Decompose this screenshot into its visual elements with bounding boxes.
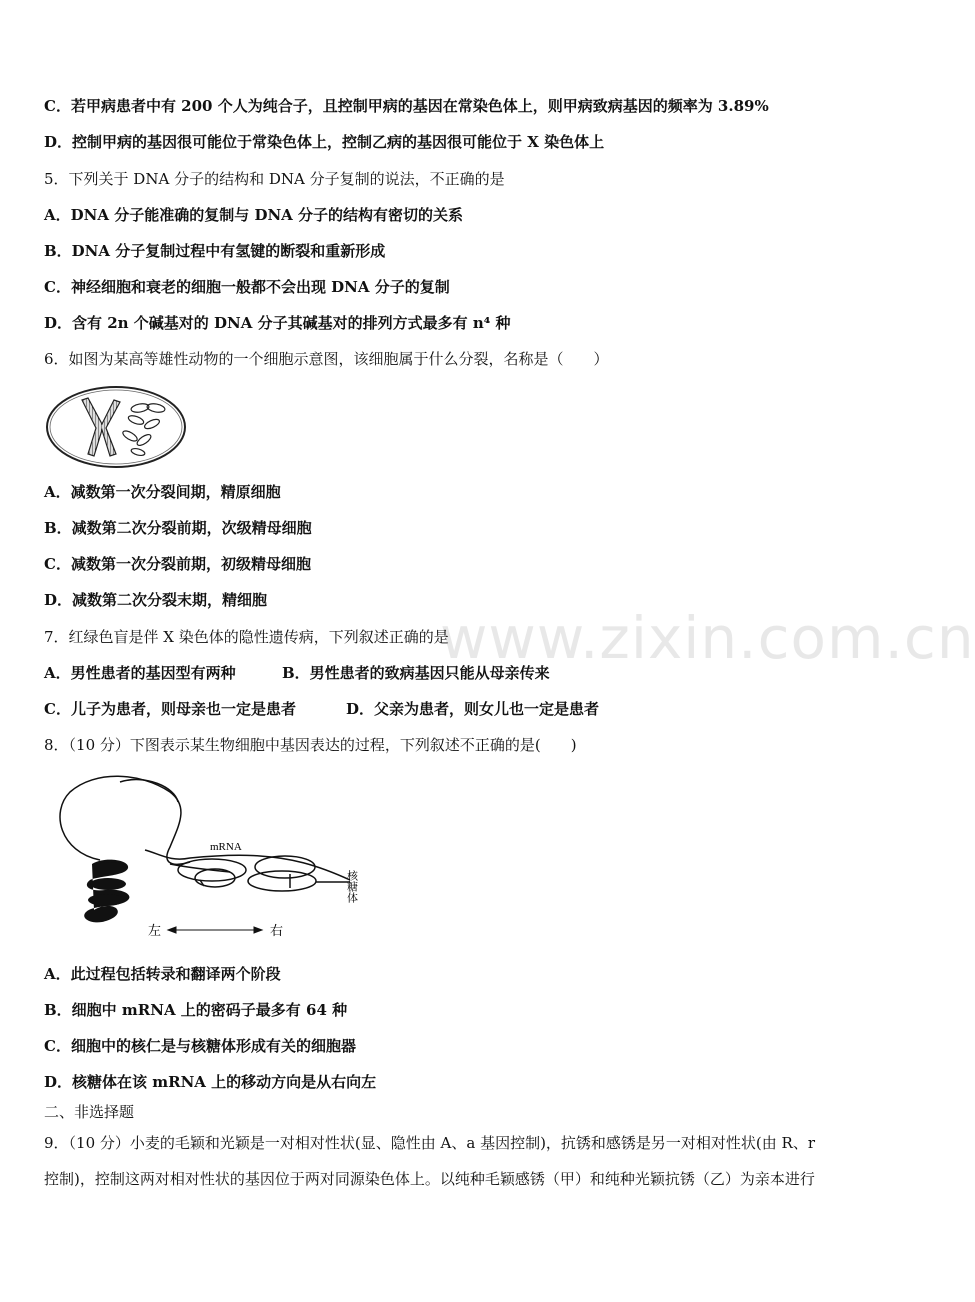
q5-option-a: A．DNA 分子能准确的复制与 DNA 分子的结构有密切的关系 [44,206,464,224]
q8-option-b: B．细胞中 mRNA 上的密码子最多有 64 种 [44,1001,348,1019]
q7-option-b: B．男性患者的致病基因只能从母亲传来 [282,664,550,682]
q6-cell-figure [44,384,188,470]
q8-option-a: A．此过程包括转录和翻译两个阶段 [44,965,281,983]
section-heading: 二、非选择题 [44,1103,135,1121]
q7-options-row-2 [44,699,599,719]
q6-option-b: B．减数第二次分裂前期，次级精母细胞 [44,519,312,537]
q5-option-c: C．神经细胞和衰老的细胞一般都不会出现 DNA 分子的复制 [44,278,450,296]
mrna-label: mRNA [210,841,242,853]
q8-stem: 8．（10 分）下图表示某生物细胞中基因表达的过程，下列叙述不正确的是( ) [44,736,577,754]
q7-stem: 7．红绿色盲是伴 X 染色体的隐性遗传病，下列叙述正确的是 [44,628,449,646]
q6-option-a: A．减数第一次分裂间期，精原细胞 [44,483,281,501]
q6-option-c: C．减数第一次分裂前期，初级精母细胞 [44,555,311,573]
q4-option-d: D．控制甲病的基因很可能位于常染色体上，控制乙病的基因很可能位于 X 染色体上 [44,133,605,151]
q5-option-b: B．DNA 分子复制过程中有氢键的断裂和重新形成 [44,242,386,260]
q6-option-d: D．减数第二次分裂末期，精细胞 [44,591,268,609]
q6-stem: 6．如图为某高等雄性动物的一个细胞示意图，该细胞属于什么分裂，名称是（ ） [44,350,609,368]
q5-option-d: D．含有 2n 个碱基对的 DNA 分子其碱基对的排列方式最多有 n⁴ 种 [44,314,511,332]
q8-option-d: D．核糖体在该 mRNA 上的移动方向是从右向左 [44,1073,377,1091]
q7-option-c: C．儿子为患者，则母亲也一定是患者 [44,700,296,718]
q7-options-row-1 [44,663,550,683]
q8-gene-expression-figure [50,772,380,942]
q9-stem-line-2: 控制)，控制这两对相对性状的基因位于两对同源染色体上。以纯种毛颖感锈（甲）和纯种光颖抗锈（乙）为亲本进行 [44,1170,815,1188]
q4-option-c: C．若甲病患者中有 200 个人为纯合子，且控制甲病的基因在常染色体上，则甲病致病基因的频率为 3.89% [44,97,769,115]
q9-stem-line-1: 9．（10 分）小麦的毛颖和光颖是一对相对性状(显、隐性由 A、a 基因控制)，抗锈和感锈是另一对相对性状(由 R、r [44,1134,816,1152]
watermark: www.zixin.com.cn [440,604,975,672]
right-label: 右 [270,924,284,939]
q7-option-d: D．父亲为患者，则女儿也一定是患者 [346,700,600,718]
q7-option-a: A．男性患者的基因型有两种 [44,664,236,682]
ribosome-label: 核糖体 [345,870,359,903]
q8-option-c: C．细胞中的核仁是与核糖体形成有关的细胞器 [44,1037,356,1055]
left-label: 左 [148,924,162,939]
q5-stem: 5．下列关于 DNA 分子的结构和 DNA 分子复制的说法，不正确的是 [44,170,505,188]
